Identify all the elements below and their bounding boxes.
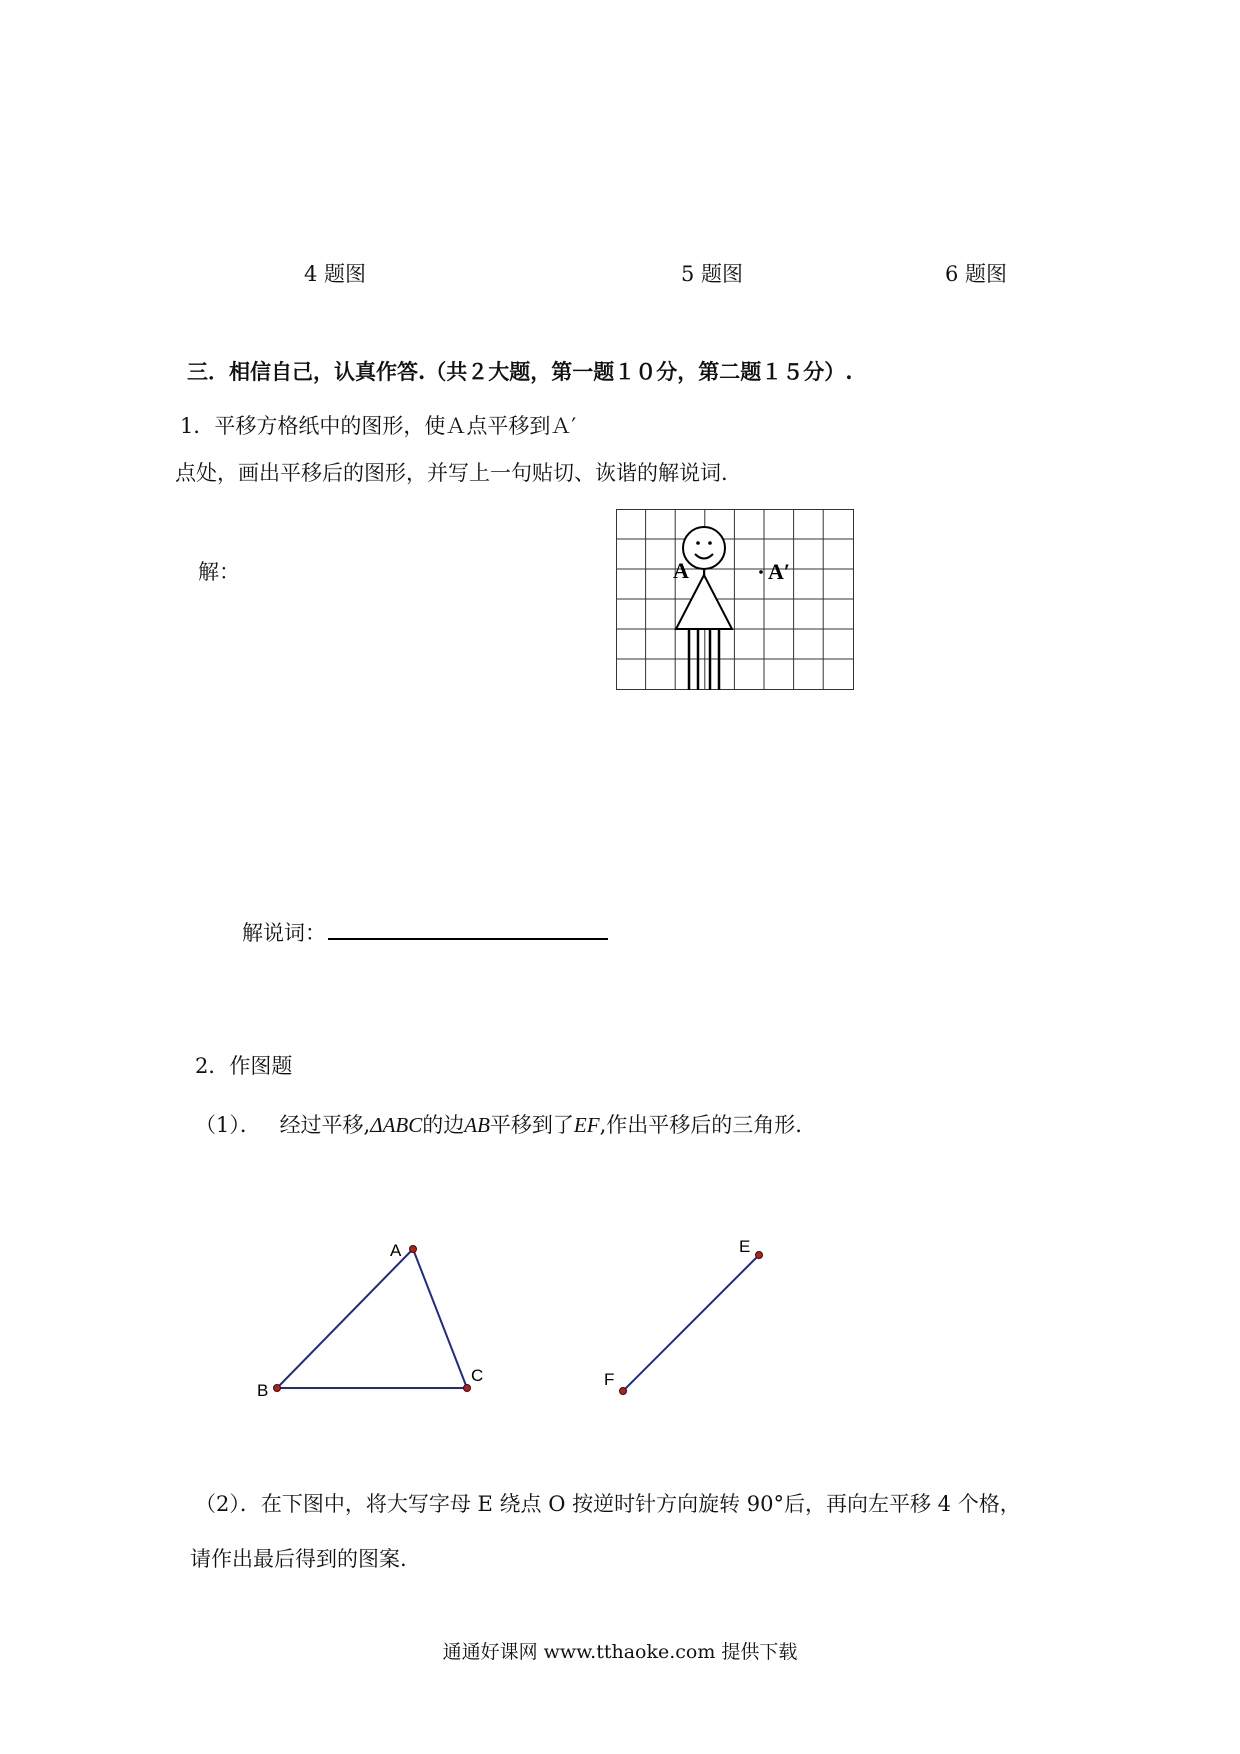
fig6-caption: 6 题图 bbox=[945, 262, 1008, 286]
point-b bbox=[274, 1385, 281, 1392]
q1-text-line2: 点处，画出平移后的图形，并写上一句贴切、诙谐的解说词. bbox=[175, 461, 728, 485]
q2-part1-pre: 经过平移, bbox=[279, 1113, 371, 1137]
point-a bbox=[410, 1246, 417, 1253]
q2-part1-post: ,作出平移后的三角形. bbox=[599, 1113, 802, 1137]
q2-part1-triangle: ΔABC bbox=[370, 1113, 423, 1137]
triangle-abc bbox=[277, 1249, 467, 1388]
q2-part1-number: （1）． bbox=[195, 1113, 261, 1137]
fig5-caption: 5 题图 bbox=[681, 262, 744, 286]
point-e-label: E bbox=[739, 1237, 751, 1256]
point-c bbox=[464, 1385, 471, 1392]
q1-text-line1: 1．平移方格纸中的图形，使Ａ点平移到Ａ′ bbox=[180, 414, 577, 438]
point-a-label: A bbox=[390, 1241, 402, 1260]
q1-caption-label: 解说词： bbox=[242, 921, 326, 945]
label-a-prime: A′ bbox=[768, 559, 791, 584]
q2-title: 2．作图题 bbox=[195, 1054, 293, 1078]
section3-title: 三．相信自己，认真作答.（共２大题，第一题１０分，第二题１５分）. bbox=[187, 359, 853, 384]
q2-part1-mid1: 的边 bbox=[422, 1113, 465, 1137]
q2-part1-mid2: 平移到了 bbox=[489, 1113, 574, 1137]
q1-solution-label: 解： bbox=[198, 560, 240, 584]
q2-part2-line2: 请作出最后得到的图案. bbox=[190, 1547, 407, 1571]
point-c-label: C bbox=[471, 1366, 484, 1385]
point-f bbox=[620, 1388, 627, 1395]
q2-part1-ef: EF bbox=[573, 1113, 600, 1137]
fig4-caption: 4 题图 bbox=[304, 262, 367, 286]
segment-ef bbox=[623, 1255, 759, 1391]
point-b-label: B bbox=[257, 1381, 269, 1400]
point-f-label: F bbox=[604, 1370, 615, 1389]
page-footer: 通通好课网 www.tthaoke.com 提供下载 bbox=[442, 1641, 798, 1663]
q2-part1-ab: AB bbox=[464, 1113, 490, 1137]
point-e bbox=[756, 1252, 763, 1259]
q2-part2-line1: （2）．在下图中，将大写字母 E 绕点 O 按逆时针方向旋转 90°后，再向左平移 4 个格， bbox=[195, 1492, 1021, 1516]
label-a: A bbox=[673, 558, 689, 583]
